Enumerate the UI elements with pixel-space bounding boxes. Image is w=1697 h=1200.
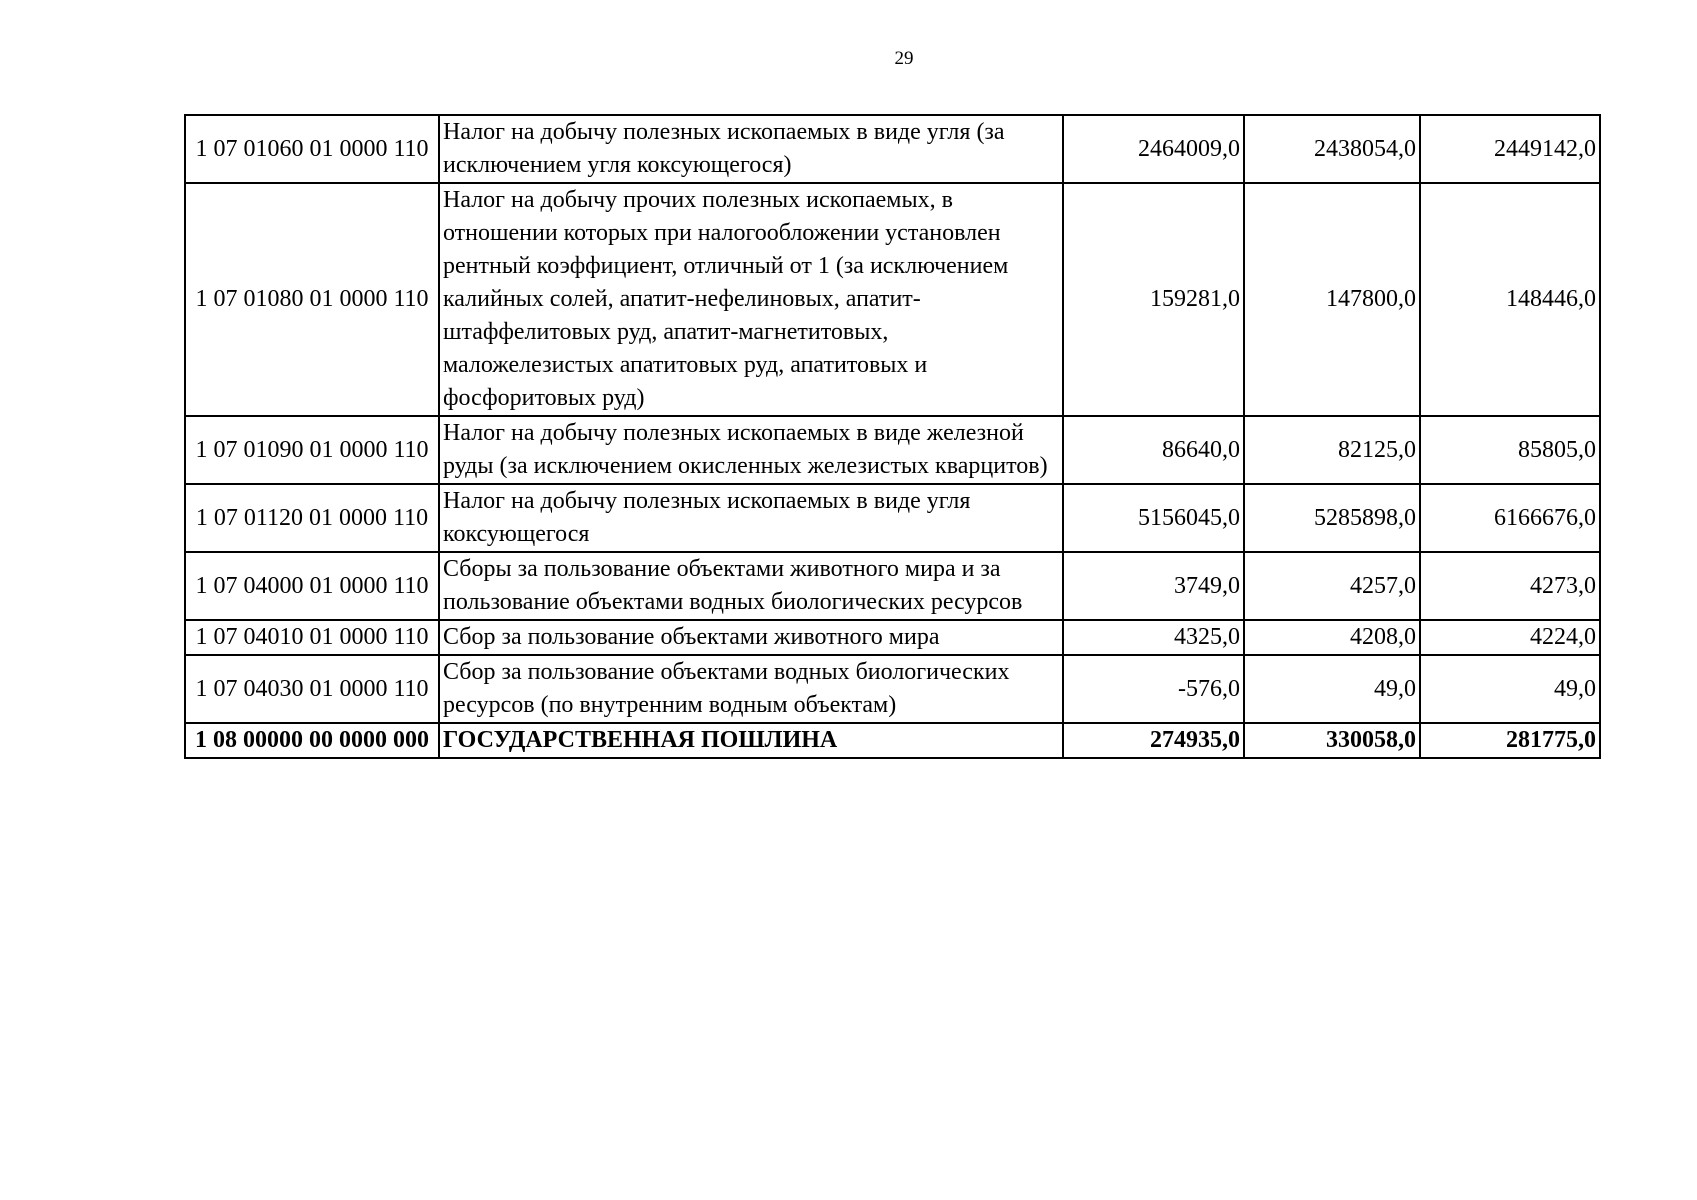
value-year-3: 2449142,0 — [1420, 115, 1600, 183]
budget-code: 1 08 00000 00 0000 000 — [185, 723, 439, 758]
value-year-2: 2438054,0 — [1244, 115, 1420, 183]
revenue-name: Налог на добычу полезных ископаемых в виде угля (за исключением угля коксующегося) — [439, 115, 1063, 183]
value-year-1: 4325,0 — [1063, 620, 1244, 655]
value-year-3: 148446,0 — [1420, 183, 1600, 416]
table-row — [185, 484, 1600, 552]
budget-code: 1 07 01060 01 0000 110 — [185, 115, 439, 183]
budget-code: 1 07 01120 01 0000 110 — [185, 484, 439, 552]
value-year-3: 49,0 — [1420, 655, 1600, 723]
budget-code: 1 07 04000 01 0000 110 — [185, 552, 439, 620]
value-year-3: 4224,0 — [1420, 620, 1600, 655]
table-row — [185, 416, 1600, 484]
table-row — [185, 655, 1600, 723]
value-year-2: 5285898,0 — [1244, 484, 1420, 552]
value-year-2: 82125,0 — [1244, 416, 1420, 484]
value-year-1: 159281,0 — [1063, 183, 1244, 416]
revenue-name: Сбор за пользование объектами водных биологических ресурсов (по внутренним водным объектам) — [439, 655, 1063, 723]
value-year-3: 85805,0 — [1420, 416, 1600, 484]
value-year-2: 4257,0 — [1244, 552, 1420, 620]
table-row — [185, 620, 1600, 655]
value-year-1: 5156045,0 — [1063, 484, 1244, 552]
revenue-name: Сбор за пользование объектами животного мира — [439, 620, 1063, 655]
revenue-name: Налог на добычу полезных ископаемых в виде угля коксующегося — [439, 484, 1063, 552]
value-year-2: 4208,0 — [1244, 620, 1420, 655]
budget-code: 1 07 01090 01 0000 110 — [185, 416, 439, 484]
value-year-2: 49,0 — [1244, 655, 1420, 723]
value-year-1: 274935,0 — [1063, 723, 1244, 758]
revenue-name: Налог на добычу прочих полезных ископаемых, в отношении которых при налогообложении установлен рентный коэффициент, отличный от 1 (за исключением калийных солей, апатит-нефелиновых, апатит-штаффелитовых руд, апатит-магнетитовых, маложелезистых апатитовых руд, апатитовых и фосфоритовых руд) — [439, 183, 1063, 416]
value-year-2: 147800,0 — [1244, 183, 1420, 416]
value-year-1: 86640,0 — [1063, 416, 1244, 484]
table-row — [185, 115, 1600, 183]
page-number: 29 — [894, 48, 914, 69]
budget-code: 1 07 04030 01 0000 110 — [185, 655, 439, 723]
revenue-name: Налог на добычу полезных ископаемых в виде железной руды (за исключением окисленных железистых кварцитов) — [439, 416, 1063, 484]
table-row — [185, 183, 1600, 416]
value-year-2: 330058,0 — [1244, 723, 1420, 758]
value-year-1: 2464009,0 — [1063, 115, 1244, 183]
value-year-3: 281775,0 — [1420, 723, 1600, 758]
revenue-name: Сборы за пользование объектами животного мира и за пользование объектами водных биологических ресурсов — [439, 552, 1063, 620]
table-row-total — [185, 723, 1600, 758]
revenue-name: ГОСУДАРСТВЕННАЯ ПОШЛИНА — [439, 723, 1063, 758]
value-year-3: 4273,0 — [1420, 552, 1600, 620]
budget-code: 1 07 04010 01 0000 110 — [185, 620, 439, 655]
value-year-3: 6166676,0 — [1420, 484, 1600, 552]
value-year-1: -576,0 — [1063, 655, 1244, 723]
value-year-1: 3749,0 — [1063, 552, 1244, 620]
revenue-table — [184, 114, 1601, 759]
budget-code: 1 07 01080 01 0000 110 — [185, 183, 439, 416]
table-row — [185, 552, 1600, 620]
